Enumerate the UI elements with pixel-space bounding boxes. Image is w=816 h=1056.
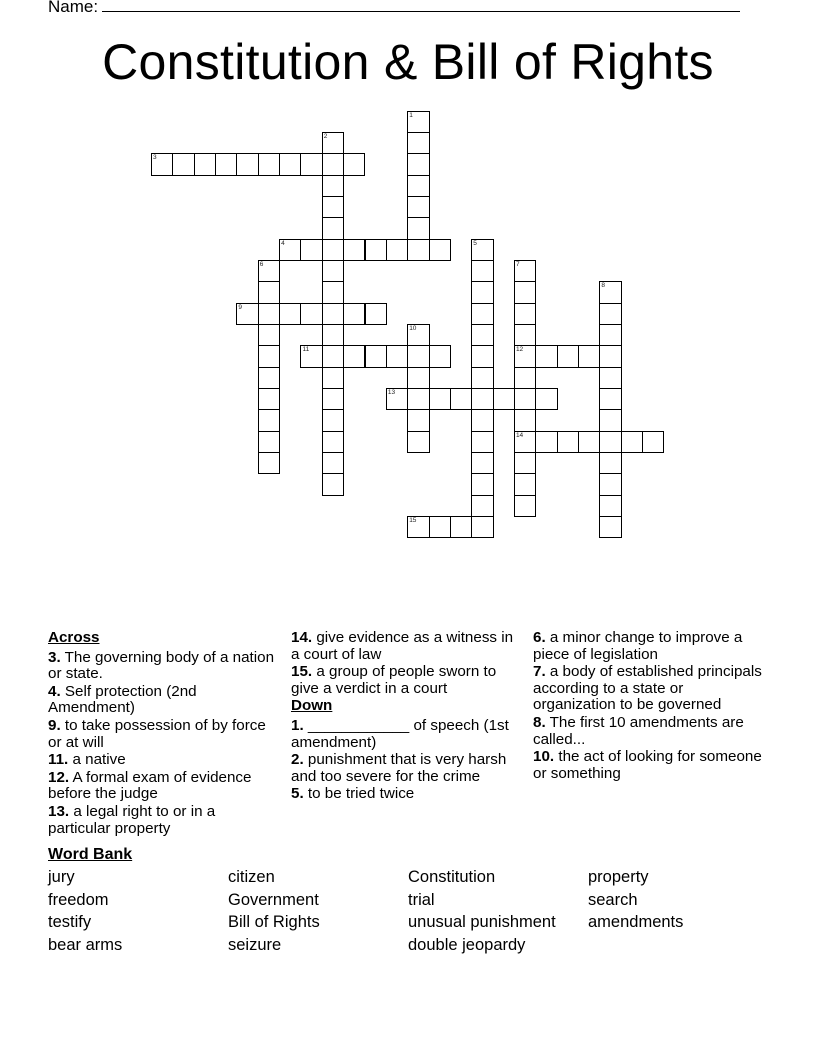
clue-across-15: 15. a group of people sworn to give a verdict in a court bbox=[291, 663, 497, 697]
crossword-cell[interactable] bbox=[407, 388, 429, 410]
word-bank-item: search bbox=[588, 890, 638, 909]
clue-number: 15 bbox=[409, 517, 417, 525]
crossword-cell[interactable] bbox=[599, 452, 621, 474]
crossword-cell[interactable] bbox=[279, 303, 301, 325]
crossword-cell[interactable] bbox=[557, 431, 579, 453]
word-bank-item: Bill of Rights bbox=[228, 913, 320, 932]
word-bank-item: freedom bbox=[48, 890, 109, 909]
crossword-cell[interactable] bbox=[236, 153, 258, 175]
crossword-cell[interactable] bbox=[322, 452, 344, 474]
crossword-cell[interactable] bbox=[322, 303, 344, 325]
crossword-cell[interactable] bbox=[322, 260, 344, 282]
crossword-cell[interactable] bbox=[599, 431, 621, 453]
crossword-cell[interactable] bbox=[407, 132, 429, 154]
crossword-cell[interactable] bbox=[514, 495, 536, 517]
crossword-cell[interactable] bbox=[407, 324, 429, 346]
crossword-cell[interactable] bbox=[258, 153, 280, 175]
crossword-cell[interactable] bbox=[471, 367, 493, 389]
word-bank-item: amendments bbox=[588, 913, 684, 932]
crossword-cell[interactable] bbox=[514, 431, 536, 453]
crossword-cell[interactable] bbox=[322, 153, 344, 175]
crossword-cell[interactable] bbox=[557, 345, 579, 367]
clue-down-10: 10. the act of looking for someone or something bbox=[533, 748, 762, 782]
crossword-cell[interactable] bbox=[300, 345, 322, 367]
page-title: Constitution & Bill of Rights bbox=[102, 34, 714, 90]
crossword-cell[interactable] bbox=[407, 239, 429, 261]
clue-across-12: 12. A formal exam of evidence before the judge bbox=[48, 768, 252, 803]
crossword-cell[interactable] bbox=[621, 431, 643, 453]
word-bank-title: Word Bank bbox=[48, 846, 133, 863]
crossword-cell[interactable] bbox=[365, 239, 387, 261]
crossword-cell[interactable] bbox=[514, 367, 536, 389]
crossword-cell[interactable] bbox=[322, 324, 344, 346]
crossword-cell[interactable] bbox=[322, 175, 344, 197]
crossword-cell[interactable] bbox=[215, 153, 237, 175]
clue-down-6: 6. a minor change to improve a piece of legislation bbox=[533, 629, 743, 663]
clue-number: 9 bbox=[238, 303, 243, 311]
crossword-cell[interactable] bbox=[599, 281, 621, 303]
clue-across-11: 11. a native bbox=[48, 751, 126, 769]
crossword-cell[interactable] bbox=[258, 303, 280, 325]
crossword-cell[interactable] bbox=[407, 217, 429, 239]
crossword-cell[interactable] bbox=[471, 345, 493, 367]
clue-number: 11 bbox=[302, 346, 310, 354]
clue-number: 13 bbox=[387, 389, 396, 397]
word-bank-item: unusual punishment bbox=[408, 913, 556, 932]
crossword-cell[interactable] bbox=[194, 153, 216, 175]
word-bank-item: bear arms bbox=[48, 936, 123, 955]
crossword-cell[interactable] bbox=[599, 303, 621, 325]
down-heading: Down bbox=[291, 697, 333, 715]
crossword-cell[interactable] bbox=[343, 153, 365, 175]
crossword-cell[interactable] bbox=[471, 431, 493, 453]
crossword-cell[interactable] bbox=[322, 409, 344, 431]
crossword-cell[interactable] bbox=[599, 473, 621, 495]
word-bank-item: jury bbox=[48, 868, 75, 886]
crossword-cell[interactable] bbox=[471, 281, 493, 303]
crossword-cell[interactable] bbox=[322, 367, 344, 389]
crossword-cell[interactable] bbox=[599, 516, 621, 538]
crossword-cell[interactable] bbox=[514, 281, 536, 303]
crossword-cell[interactable] bbox=[258, 345, 280, 367]
crossword-cell[interactable] bbox=[514, 345, 536, 367]
clue-number: 3 bbox=[153, 154, 157, 162]
crossword-cell[interactable] bbox=[429, 388, 451, 410]
clue-down-5: 5. to be tried twice bbox=[291, 785, 415, 803]
crossword-cell[interactable] bbox=[407, 367, 429, 389]
clue-number: 14 bbox=[515, 431, 524, 439]
clue-number: 2 bbox=[323, 132, 328, 140]
crossword-cell[interactable] bbox=[322, 281, 344, 303]
crossword-cell[interactable] bbox=[300, 303, 322, 325]
clue-number: 10 bbox=[409, 325, 417, 332]
crossword-cell[interactable] bbox=[599, 495, 621, 517]
crossword-cell[interactable] bbox=[258, 324, 280, 346]
crossword-cell[interactable] bbox=[471, 303, 493, 325]
crossword-cell[interactable] bbox=[471, 516, 493, 538]
clue-number: 1 bbox=[409, 111, 413, 119]
clues-column-2 bbox=[291, 630, 523, 804]
crossword-cell[interactable] bbox=[365, 345, 387, 367]
clue-number: 5 bbox=[473, 239, 477, 247]
crossword-cell[interactable] bbox=[343, 345, 365, 367]
word-bank-item: Constitution bbox=[408, 868, 496, 886]
crossword-cell[interactable] bbox=[258, 281, 280, 303]
clue-down-8: 8. The first 10 amendments are called... bbox=[533, 713, 744, 748]
crossword-cell[interactable] bbox=[471, 473, 493, 495]
clue-across-4: 4. Self protection (2nd Amendment) bbox=[48, 682, 197, 717]
word-bank-item: seizure bbox=[228, 936, 282, 955]
crossword-cell[interactable] bbox=[471, 260, 493, 282]
crossword-cell[interactable] bbox=[407, 516, 429, 538]
crossword-cell[interactable] bbox=[258, 431, 280, 453]
crossword-cell[interactable] bbox=[322, 431, 344, 453]
crossword-cell[interactable] bbox=[407, 409, 429, 431]
crossword-cell[interactable] bbox=[471, 452, 493, 474]
crossword-cell[interactable] bbox=[258, 388, 280, 410]
crossword-cell[interactable] bbox=[172, 153, 194, 175]
crossword-cell[interactable] bbox=[322, 345, 344, 367]
crossword-cell[interactable] bbox=[365, 303, 387, 325]
crossword-cell[interactable] bbox=[322, 132, 344, 154]
clue-number: 4 bbox=[281, 239, 285, 247]
word-bank-item: property bbox=[588, 868, 649, 886]
crossword-cell[interactable] bbox=[514, 452, 536, 474]
crossword-cell[interactable] bbox=[279, 153, 301, 175]
crossword-cell[interactable] bbox=[322, 196, 344, 218]
crossword-cell[interactable] bbox=[407, 111, 429, 133]
crossword-cell[interactable] bbox=[151, 153, 173, 175]
crossword-cell[interactable] bbox=[471, 495, 493, 517]
crossword-cell[interactable] bbox=[386, 345, 408, 367]
crossword-cell[interactable] bbox=[300, 153, 322, 175]
crossword-cell[interactable] bbox=[236, 303, 258, 325]
clues-column-3 bbox=[533, 630, 765, 783]
crossword-cell[interactable] bbox=[322, 388, 344, 410]
crossword-cell[interactable] bbox=[386, 388, 408, 410]
crossword-cell[interactable] bbox=[599, 409, 621, 431]
crossword-cell[interactable] bbox=[599, 324, 621, 346]
crossword-cell[interactable] bbox=[493, 388, 515, 410]
crossword-cell[interactable] bbox=[578, 345, 600, 367]
crossword-cell[interactable] bbox=[429, 516, 451, 538]
clue-down-2: 2. punishment that is very harsh and too severe for the crime bbox=[291, 751, 507, 785]
crossword-cell[interactable] bbox=[322, 239, 344, 261]
clue-across-9: 9. to take possession of by force or at will bbox=[48, 716, 266, 751]
crossword-cell[interactable] bbox=[258, 260, 280, 282]
crossword-cell[interactable] bbox=[599, 367, 621, 389]
crossword-cell[interactable] bbox=[599, 388, 621, 410]
crossword-cell[interactable] bbox=[258, 452, 280, 474]
crossword-cell[interactable] bbox=[535, 388, 557, 410]
crossword-cell[interactable] bbox=[407, 345, 429, 367]
clue-across-3: 3. The governing body of a nation or state. bbox=[48, 648, 275, 683]
crossword-cell[interactable] bbox=[407, 196, 429, 218]
crossword-cell[interactable] bbox=[514, 388, 536, 410]
clue-number: 12 bbox=[515, 346, 524, 354]
crossword-cell[interactable] bbox=[471, 388, 493, 410]
crossword-cell[interactable] bbox=[300, 239, 322, 261]
crossword-cell[interactable] bbox=[599, 345, 621, 367]
clue-across-13: 13. a legal right to or in a particular property bbox=[48, 802, 216, 837]
crossword-cell[interactable] bbox=[343, 239, 365, 261]
clue-across-14: 14. give evidence as a witness in a court of law bbox=[291, 629, 514, 663]
crossword-cell[interactable] bbox=[642, 431, 664, 453]
crossword-cell[interactable] bbox=[407, 153, 429, 175]
clue-number: 7 bbox=[515, 260, 520, 268]
crossword-cell[interactable] bbox=[535, 431, 557, 453]
crossword-cell[interactable] bbox=[407, 175, 429, 197]
crossword-cell[interactable] bbox=[343, 303, 365, 325]
crossword-cell[interactable] bbox=[258, 409, 280, 431]
crossword-cell[interactable] bbox=[450, 516, 472, 538]
crossword-cell[interactable] bbox=[535, 345, 557, 367]
clue-down-1: 1. ____________ of speech (1st amendment) bbox=[291, 716, 509, 751]
clue-number: 6 bbox=[259, 260, 264, 268]
clues-column-1 bbox=[48, 630, 280, 838]
clue-down-7: 7. a body of established principals according to a state or organization to be governed bbox=[533, 663, 762, 714]
word-bank-item: trial bbox=[408, 890, 435, 909]
crossword-cell[interactable] bbox=[322, 217, 344, 239]
crossword-cell[interactable] bbox=[279, 239, 301, 261]
crossword-cell[interactable] bbox=[514, 409, 536, 431]
clue-number: 8 bbox=[601, 282, 605, 290]
crossword-cell[interactable] bbox=[407, 431, 429, 453]
word-bank bbox=[48, 868, 768, 959]
crossword-cell[interactable] bbox=[386, 239, 408, 261]
crossword-cell[interactable] bbox=[322, 473, 344, 495]
across-heading: Across bbox=[48, 629, 100, 646]
crossword-cell[interactable] bbox=[514, 260, 536, 282]
crossword-cell[interactable] bbox=[514, 473, 536, 495]
crossword-cell[interactable] bbox=[578, 431, 600, 453]
name-label: Name: bbox=[48, 0, 99, 16]
word-bank-item: Government bbox=[228, 890, 319, 909]
word-bank-item: citizen bbox=[228, 868, 275, 886]
crossword-cell[interactable] bbox=[429, 239, 451, 261]
crossword-cell[interactable] bbox=[258, 367, 280, 389]
word-bank-item: double jeopardy bbox=[408, 936, 526, 955]
crossword-cell[interactable] bbox=[450, 388, 472, 410]
crossword-cell[interactable] bbox=[471, 239, 493, 261]
crossword-cell[interactable] bbox=[514, 324, 536, 346]
crossword-cell[interactable] bbox=[471, 409, 493, 431]
word-bank-item: testify bbox=[48, 913, 92, 932]
crossword-cell[interactable] bbox=[429, 345, 451, 367]
crossword-cell[interactable] bbox=[471, 324, 493, 346]
crossword-cell[interactable] bbox=[514, 303, 536, 325]
